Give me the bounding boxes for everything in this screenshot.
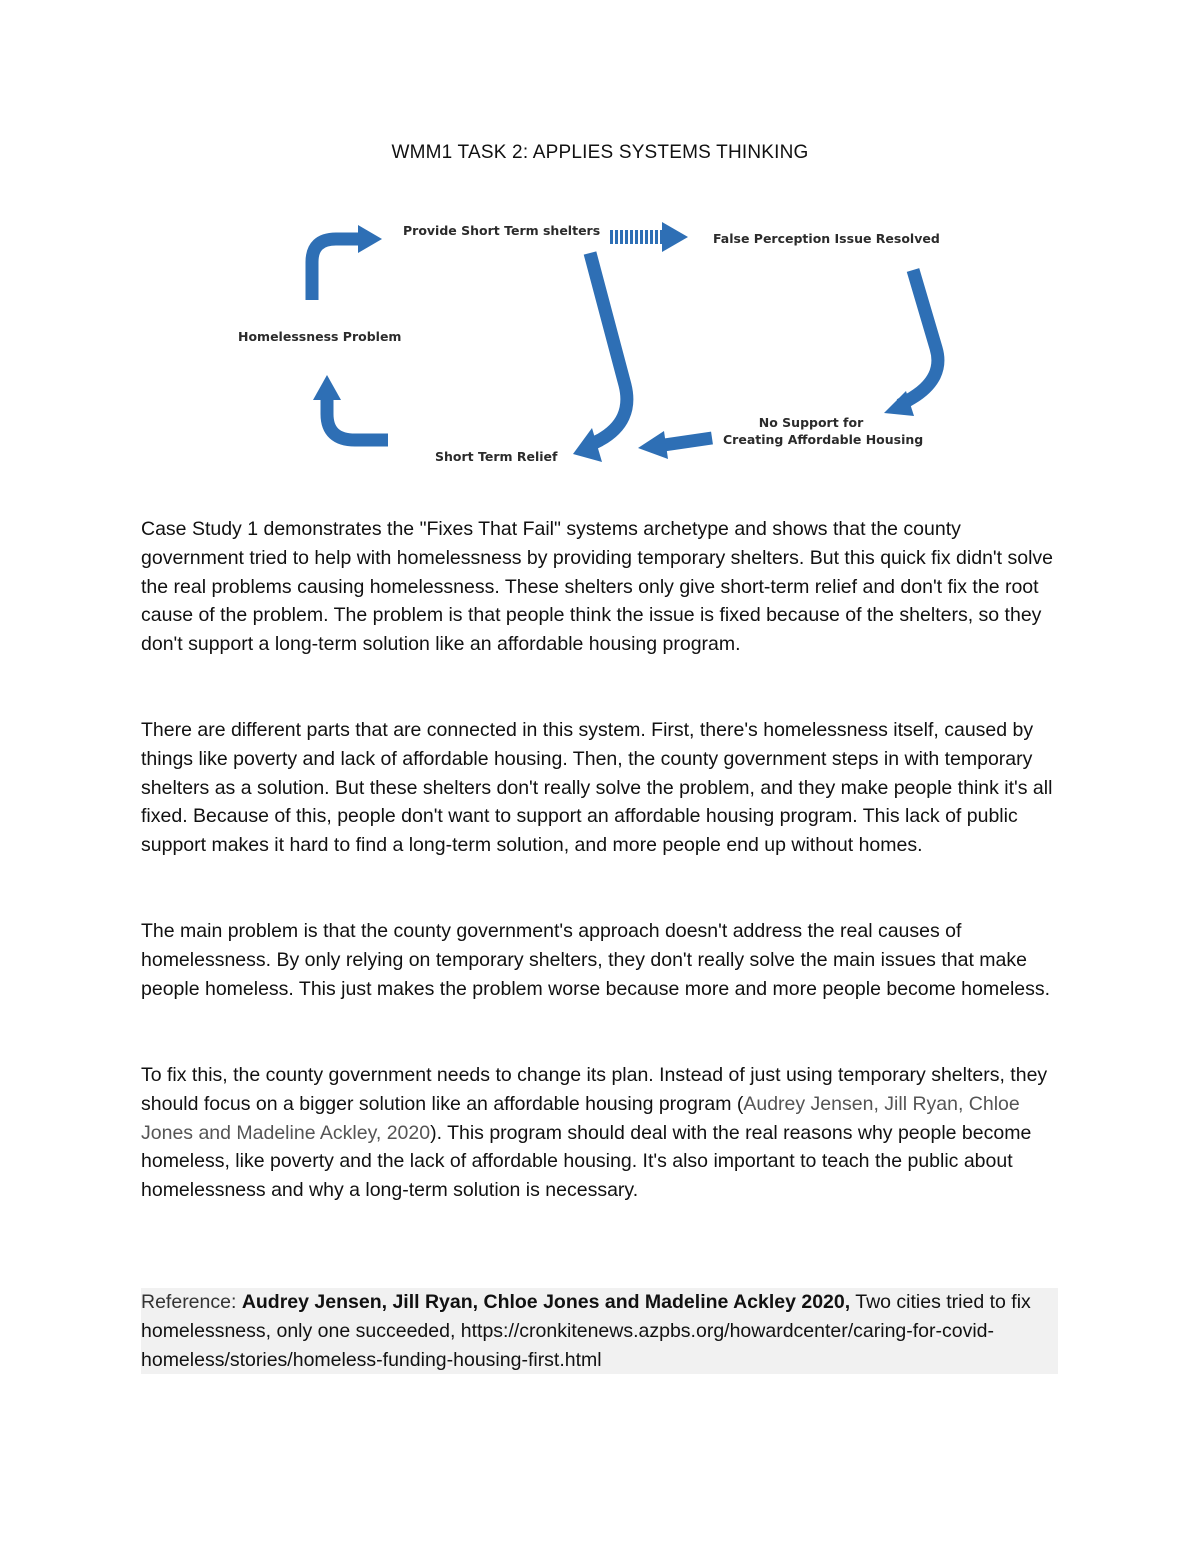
arrowhead-shelters-to-false-perception [662, 222, 688, 252]
reference-authors: Audrey Jensen, Jill Ryan, Chloe Jones and Madeline Ackley 2020, [241, 1291, 851, 1313]
arrow-shelters-to-relief [590, 253, 627, 444]
node-no-support [723, 415, 924, 449]
arrow-homelessness-to-shelters [312, 239, 360, 300]
arrowhead-no-support-to-relief [638, 431, 668, 459]
reference-block [141, 1288, 1058, 1374]
node-no-support-line1: No Support for [758, 415, 864, 430]
reference-label: Reference: [141, 1291, 242, 1313]
paragraph-4-text [141, 1061, 1066, 1205]
paragraph-2-text: There are different parts that are connected in this system. First, there's homelessness itself, caused by things like poverty and lack of affordable housing. Then, the county government steps in with temporary shelters as a solution. But these shelters don't really solve the problem, and they make people think it's all fixed. Because of this, people don't want to support an affordable housing program. This lack of public support makes it hard to find a long-term solution, and more people end up without homes. [141, 719, 1053, 857]
document-title: WMM1 TASK 2: APPLIES SYSTEMS THINKING [391, 142, 809, 163]
node-homelessness-problem: Homelessness Problem [238, 329, 402, 344]
paragraph-1 [141, 515, 1066, 659]
paragraph-4-part-a: To fix this, the county government needs to change its plan. Instead of just using temporary shelters, they should focus on a bigger solution like an affordable housing program ( [141, 1064, 1048, 1115]
paragraph-2 [141, 716, 1066, 860]
paragraph-4-part-b: ). This program should deal with the real reasons why people become homeless, like poverty and the lack of affordable housing. It's also important to teach the public about homelessness and why a long-term solution is necessary. [141, 1121, 1032, 1202]
node-provide-shelters: Provide Short Term shelters [403, 223, 601, 238]
arrow-no-support-to-relief [664, 438, 712, 445]
inline-citation: Audrey Jensen, Jill Ryan, Chloe Jones and Madeline Ackley, 2020 [141, 1092, 1020, 1144]
node-false-perception: False Perception Issue Resolved [713, 231, 940, 246]
reference-text: Two cities tried to fix homelessness, only one succeeded, https://cronkitenews.azpbs.org/howardcenter/caring-for-covid-homeless/stories/homeless-funding-housing-first.html [141, 1291, 1031, 1371]
paragraph-1-text: Case Study 1 demonstrates the "Fixes That Fail" systems archetype and shows that the county government tried to help with homelessness by providing temporary shelters. But this quick fix didn't solve the real problems causing homelessness. These shelters only give short-term relief and don't fix the root cause of the problem. The problem is that people think the issue is fixed because of the shelters, so they don't support a long-term solution like an affordable housing program. [141, 518, 1053, 656]
fixes-that-fail-diagram [0, 200, 1200, 480]
node-no-support-line2: Creating Affordable Housing [723, 431, 924, 447]
paragraph-3 [141, 917, 1066, 1003]
arrow-false-perception-to-no-support [900, 270, 938, 405]
arrowhead-homelessness-to-shelters [358, 225, 382, 253]
node-short-term-relief: Short Term Relief [435, 449, 558, 464]
arrowhead-relief-to-homelessness [313, 375, 341, 400]
arrow-relief-to-homelessness [327, 398, 388, 440]
paragraph-3-text: The main problem is that the county government's approach doesn't address the real causes of homelessness. By only relying on temporary shelters, they don't really solve the main issues that make people homeless. This just makes the problem worse because more and more people become homeless. [141, 920, 1051, 1000]
paragraph-4 [141, 1061, 1066, 1205]
